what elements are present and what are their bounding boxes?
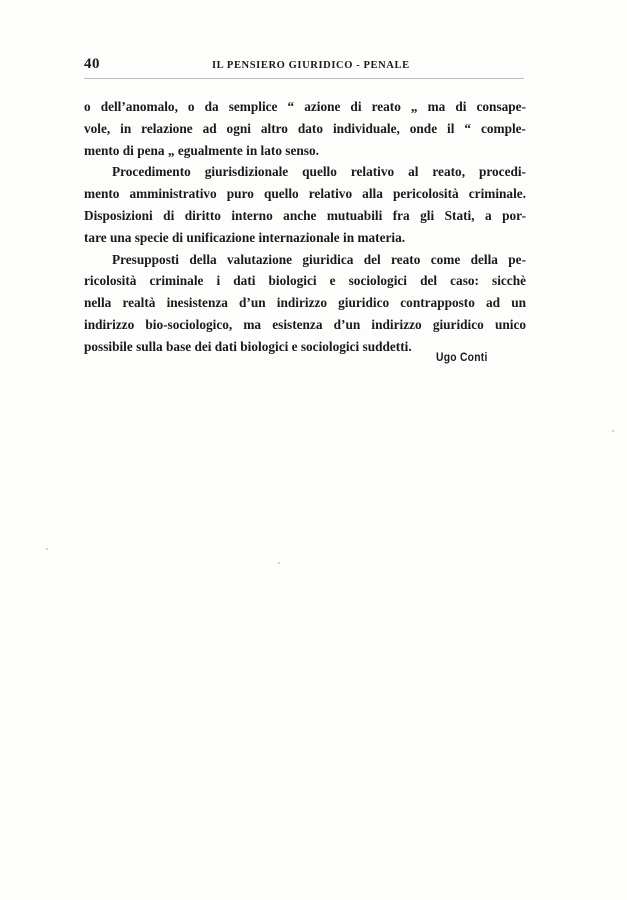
text-line: nella realtà inesistenza d’un indirizzo giuridico contrapposto ad un — [84, 295, 526, 311]
text-line: Disposizioni di diritto interno anche mutuabili fra gli Stati, a por- — [84, 207, 526, 223]
author-signature: Ugo Conti — [436, 350, 488, 364]
text-line: mento amministrativo puro quello relativo alla pericolosità criminale. — [84, 186, 526, 202]
body-text — [84, 96, 526, 358]
scan-speck — [46, 548, 48, 550]
text-line: tare una specie di unificazione internazionale in materia. — [84, 229, 406, 245]
text-line: vole, in relazione ad ogni altro dato individuale, onde il “ comple- — [84, 120, 526, 136]
running-head: IL PENSIERO GIURIDICO - PENALE — [212, 60, 410, 71]
page-header — [84, 56, 524, 78]
text-line: Presupposti della valutazione giuridica del reato come della pe- — [112, 251, 526, 267]
header-rule — [84, 78, 524, 79]
scan-speck — [278, 562, 280, 564]
text-line: mento di pena „ egualmente in lato senso. — [84, 142, 319, 158]
text-line: o dell’anomalo, o da semplice “ azione di reato „ ma di consape- — [84, 99, 526, 114]
scan-speck — [612, 430, 614, 432]
text-line: Procedimento giurisdizionale quello relativo al reato, procedi- — [112, 164, 526, 180]
text-line: indirizzo bio-sociologico, ma esistenza d’un indirizzo giuridico unico — [84, 316, 526, 332]
text-line: ricolosità criminale i dati biologici e sociologici del caso: sicchè — [84, 273, 526, 289]
text-line: possibile sulla base dei dati biologici e sociologici suddetti. — [84, 338, 412, 354]
page-number: 40 — [84, 56, 100, 72]
